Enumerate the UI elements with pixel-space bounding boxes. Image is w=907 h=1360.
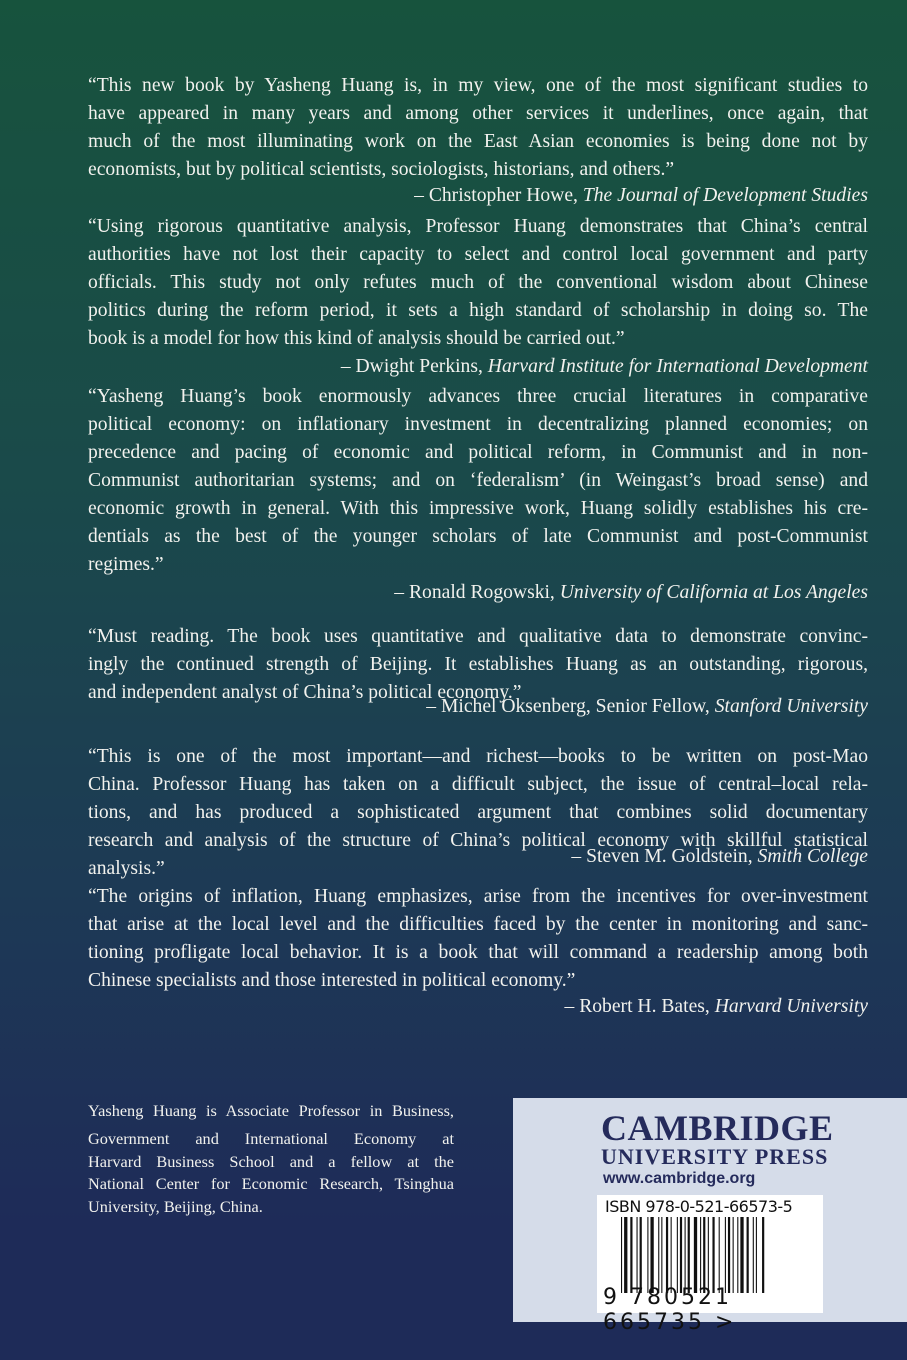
quote-line: tions, and has produced a sophisticated argument that combines solid documentary <box>88 802 868 823</box>
quote-attribution <box>565 993 869 1021</box>
barcode-bar <box>756 1217 757 1293</box>
quote-line: “The origins of inflation, Huang emphasizes, arise from the incentives for over-investment <box>88 886 868 907</box>
barcode-bar <box>630 1217 632 1293</box>
quote <box>88 213 868 353</box>
quote-line: have appeared in many years and among other services it underlines, once again, that <box>88 103 868 124</box>
publisher-panel <box>513 1098 907 1335</box>
barcode <box>597 1195 823 1335</box>
quote-line: tioning profligate local behavior. It is a book that will command a readership among both <box>88 942 868 963</box>
barcode-bar <box>728 1217 730 1293</box>
quote <box>88 883 868 995</box>
barcode-bar <box>666 1217 668 1293</box>
quote-line: Communist authoritarian systems; and on ‘federalism’ (in Weingast’s broad sense) and <box>88 470 868 491</box>
quote-author: – Christopher Howe, <box>414 185 578 206</box>
quote-line: “This new book by Yasheng Huang is, in my view, one of the most significant studies to <box>88 75 868 96</box>
quote-affiliation: Smith College <box>757 846 868 867</box>
quote-attribution <box>571 843 868 871</box>
barcode-bar <box>753 1217 754 1293</box>
bio-line: Yasheng Huang is Associate Professor in Business, <box>88 1101 454 1120</box>
quote-attribution <box>426 693 868 721</box>
quote-author: – Robert H. Bates, <box>564 996 710 1017</box>
barcode-digits: 9 780521 665735 > <box>603 1285 737 1335</box>
quote-line: China. Professor Huang has taken on a difficult subject, the issue of central–local rela- <box>88 774 868 795</box>
quote-affiliation: Harvard University <box>714 996 868 1017</box>
barcode-bar <box>703 1217 705 1293</box>
quote-line: ingly the continued strength of Beijing. It establishes Huang as an outstanding, rigorous, <box>88 654 868 675</box>
barcode-bars <box>621 1217 803 1293</box>
quote-affiliation: The Journal of Development Studies <box>582 185 868 206</box>
quote-line: Chinese specialists and those interested in political economy.” <box>88 970 576 991</box>
quote-line: officials. This study not only refutes much of the conventional wisdom about Chinese <box>88 272 868 293</box>
quote-line: “This is one of the most important—and richest—books to be written on post-Mao <box>88 746 868 767</box>
quote-attribution <box>394 579 868 607</box>
quote-line: economic growth in general. With this impressive work, Huang solidly establishes his cre- <box>88 498 868 519</box>
quote-attribution <box>414 182 868 210</box>
quote-affiliation: Harvard Institute for International Development <box>487 356 868 377</box>
barcode-bar <box>647 1217 648 1293</box>
barcode-bar <box>747 1217 749 1293</box>
bio-line: University, Beijing, China. <box>88 1197 263 1217</box>
quote-line: and independent analyst of China’s political economy.” <box>88 682 522 703</box>
publisher-url: www.cambridge.org <box>603 1170 756 1187</box>
author-bio <box>88 1100 454 1219</box>
quote-line: “Yasheng Huang’s book enormously advances three crucial literatures in comparative <box>88 386 868 407</box>
quote-line: dentials as the best of the younger scholars of late Communist and post-Communist <box>88 526 868 547</box>
barcode-bar <box>671 1217 672 1293</box>
quote-author: – Michel Oksenberg, Senior Fellow, <box>426 696 710 717</box>
bio-line: National Center for Economic Research, Tsinghua <box>88 1174 454 1194</box>
barcode-bar <box>677 1217 678 1293</box>
quote-attribution <box>341 353 868 381</box>
quote-line: political economy: on inflationary investment in decentralizing planned economies; on <box>88 414 868 435</box>
quote-line: much of the most illuminating work on the East Asian economies is being done not by <box>88 131 868 152</box>
barcode-bar <box>621 1217 622 1293</box>
quote-line: economists, but by political scientists, sociologists, historians, and others.” <box>88 159 675 180</box>
barcode-bar <box>624 1217 627 1293</box>
quote-author: – Ronald Rogowski, <box>394 582 555 603</box>
quote <box>88 383 868 579</box>
bio-line: Harvard Business School and a fellow at the <box>88 1151 454 1171</box>
isbn-text: ISBN 978-0-521-66573-5 <box>605 1197 793 1216</box>
quote-author: – Dwight Perkins, <box>340 356 483 377</box>
barcode-bar <box>712 1217 714 1293</box>
barcode-bar <box>733 1217 734 1293</box>
barcode-bar <box>640 1217 642 1293</box>
quote-line: analysis.” <box>88 858 165 879</box>
quote-line: “Must reading. The book uses quantitative and qualitative data to demonstrate convinc- <box>88 626 868 647</box>
publisher-logo-subtitle: UNIVERSITY PRESS <box>601 1144 829 1169</box>
quote-author: – Steven M. Goldstein, <box>571 846 753 867</box>
barcode-bar <box>685 1217 686 1293</box>
quote-line: authorities have not lost their capacity to select and control local government and party <box>88 244 868 265</box>
quote-line: regimes.” <box>88 554 164 575</box>
quote-line: politics during the reform period, it sets a high standard of scholarship in doing so. The <box>88 300 868 321</box>
barcode-bar <box>700 1217 701 1293</box>
barcode-bar <box>650 1217 653 1293</box>
barcode-bar <box>737 1217 738 1293</box>
bio-line: Government and International Economy at <box>88 1129 454 1148</box>
barcode-bar <box>708 1217 709 1293</box>
quote-line: research and analysis of the structure of China’s political economy with skillful statistical <box>88 830 868 851</box>
barcode-bar <box>661 1217 662 1293</box>
barcode-bar <box>725 1217 726 1293</box>
quote-line: that arise at the local level and the difficulties faced by the center in monitoring and sanc- <box>88 914 868 935</box>
quote-affiliation: University of California at Los Angeles <box>559 582 868 603</box>
publisher-logo-name: CAMBRIDGE <box>601 1108 834 1148</box>
barcode-bar <box>694 1217 697 1293</box>
barcode-bar <box>658 1217 659 1293</box>
quote-line: “Using rigorous quantitative analysis, Professor Huang demonstrates that China’s central <box>88 216 868 237</box>
barcode-bar <box>688 1217 690 1293</box>
quote-line: book is a model for how this kind of analysis should be carried out.” <box>88 328 625 349</box>
barcode-bar <box>680 1217 682 1293</box>
quote-affiliation: Stanford University <box>714 696 868 717</box>
barcode-bar <box>740 1217 743 1293</box>
quote <box>88 72 868 184</box>
barcode-bar <box>719 1217 720 1293</box>
barcode-bar <box>637 1217 638 1293</box>
quote-line: precedence and pacing of economic and political reform, in Communist and in non- <box>88 442 868 463</box>
barcode-bar <box>762 1217 764 1293</box>
